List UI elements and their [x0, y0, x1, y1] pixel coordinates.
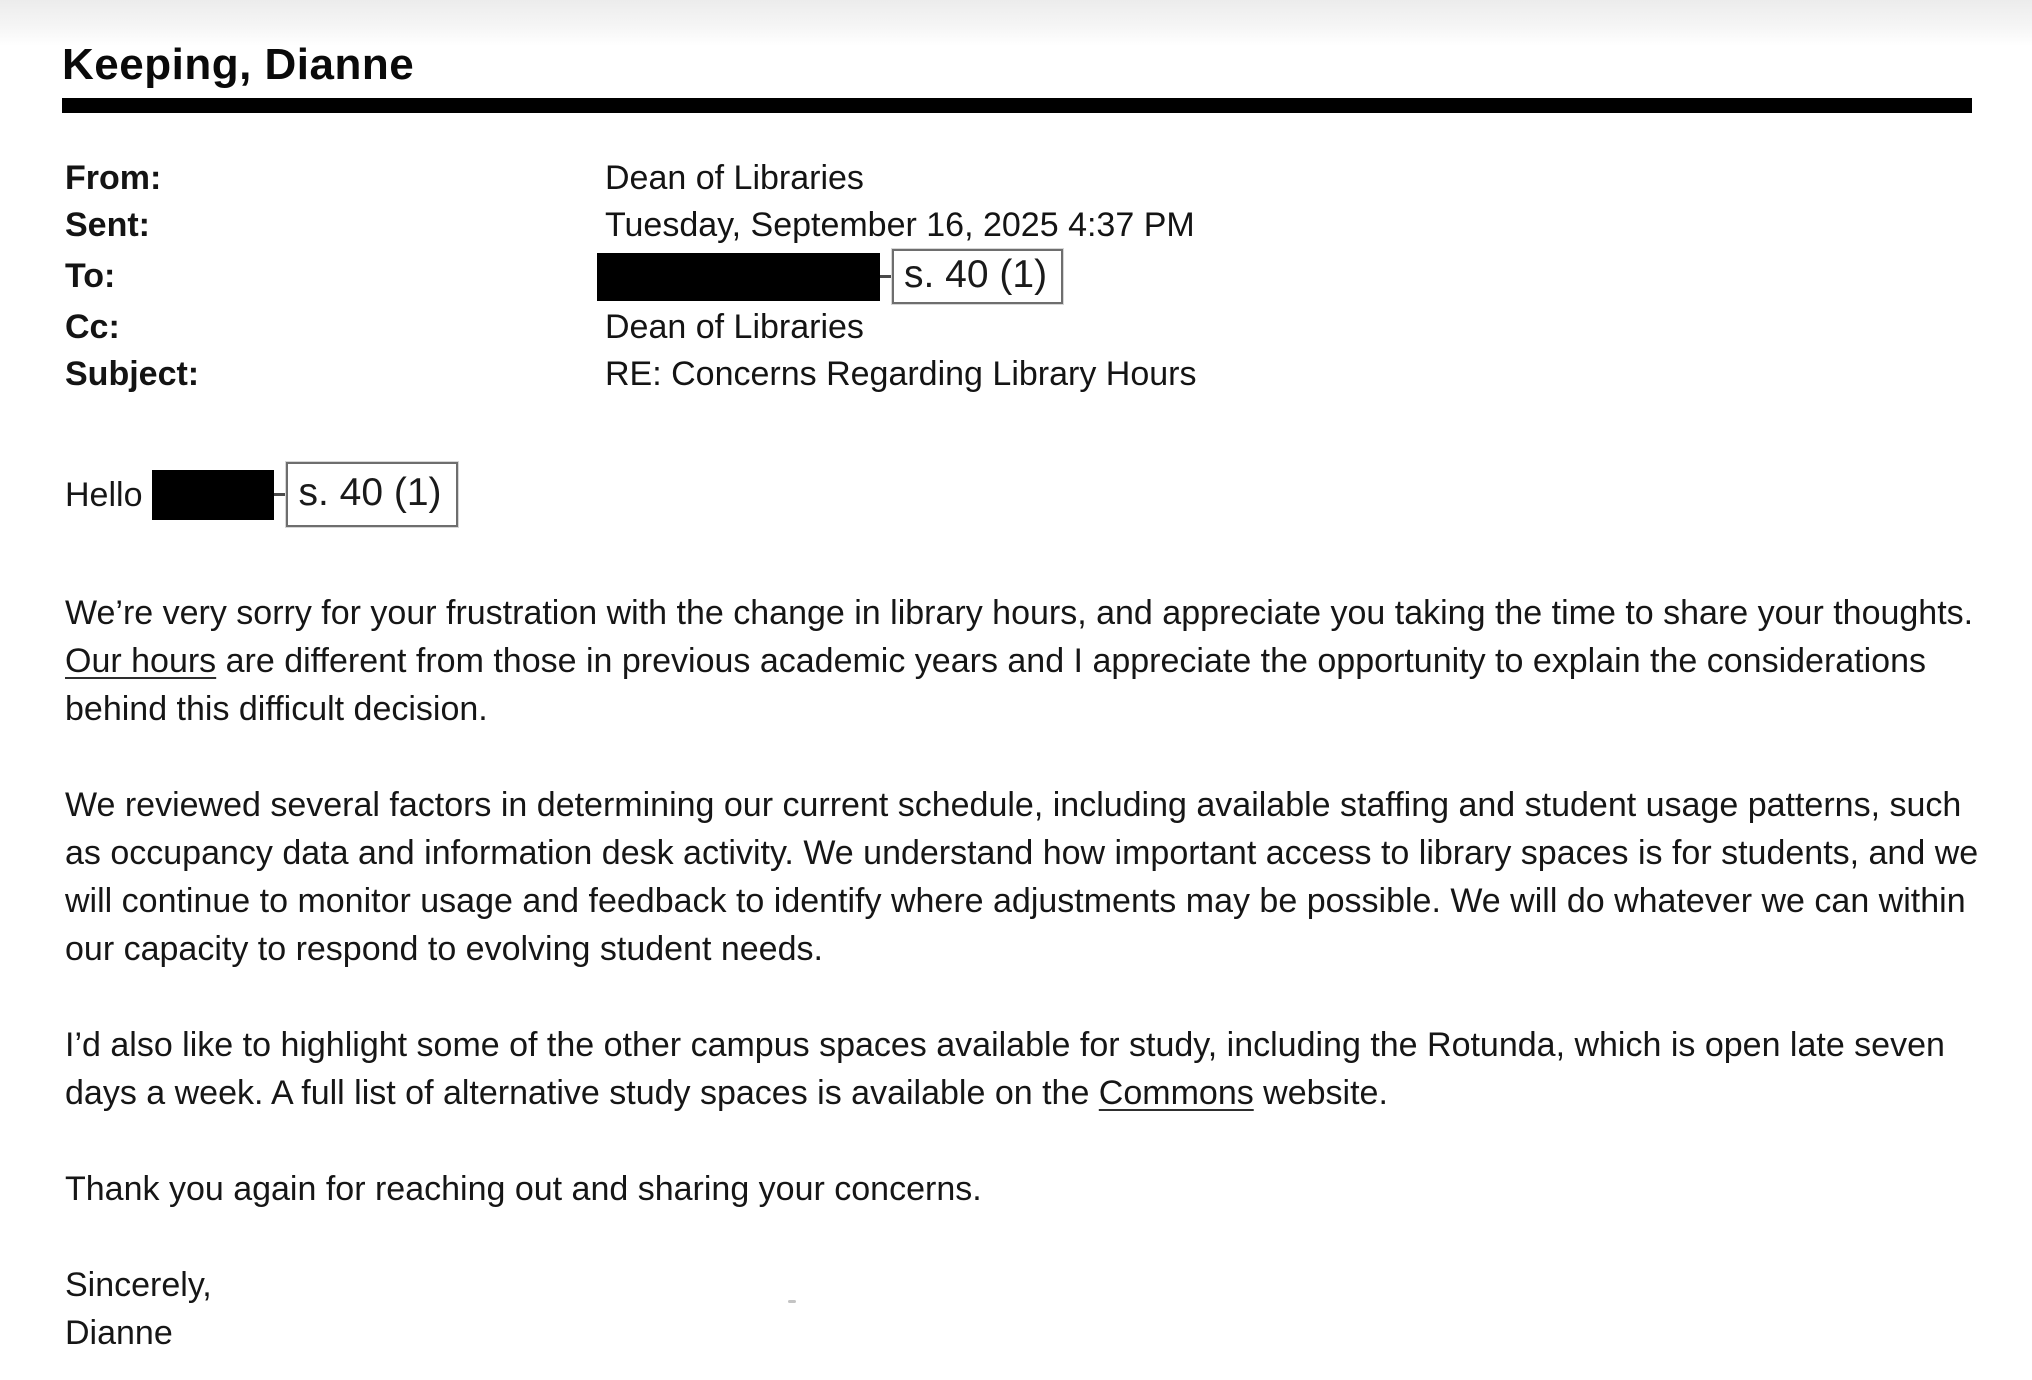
paragraph-factors: We reviewed several factors in determining our current schedule, including available staffing and student usage patterns, such as occupancy data and information desk activity. We understand how important access to library spaces is for students, and we will continue to monitor usage and feedback to identify where adjustments may be possible. We will do whatever we can within our capacity to respond to evolving student needs.	[65, 786, 1979, 968]
our-hours-link[interactable]: Our hours	[65, 642, 217, 680]
page-title: Keeping, Dianne	[62, 40, 415, 89]
sent-label: Sent:	[65, 206, 150, 244]
redaction-code-label: s. 40 (1)	[892, 249, 1063, 304]
paragraph-text: website.	[1253, 1074, 1388, 1112]
to-label: To:	[65, 257, 116, 295]
redaction-block	[152, 470, 274, 520]
to-value-redacted	[605, 249, 1063, 304]
paragraph-text: are different from those in previous academic years and I appreciate the opportunity to explain the considerations behind this difficult decision.	[65, 642, 1926, 728]
subject-label: Subject:	[65, 355, 200, 393]
redaction-connector-line	[880, 275, 892, 278]
paragraph-thanks: Thank you again for reaching out and sharing your concerns.	[65, 1170, 982, 1208]
signature-name: Dianne	[65, 1314, 173, 1352]
email-body	[65, 462, 1997, 1357]
to-row	[65, 249, 1992, 304]
paragraph-apology	[65, 589, 1997, 733]
redaction-block	[597, 253, 880, 301]
signature-block	[65, 1261, 1997, 1357]
paragraph-alternatives	[65, 1021, 1997, 1117]
redaction-connector-line	[274, 493, 286, 496]
signoff-line: Sincerely,	[65, 1266, 212, 1304]
cc-value: Dean of Libraries	[605, 308, 864, 346]
greeting-line	[65, 462, 1997, 527]
sent-row	[65, 202, 1992, 249]
commons-link[interactable]: Commons	[1098, 1074, 1254, 1112]
from-row	[65, 155, 1992, 202]
sent-value: Tuesday, September 16, 2025 4:37 PM	[605, 206, 1195, 244]
paragraph-text: I’d also like to highlight some of the other campus spaces available for study, including the Rotunda, which is open late seven days a week. A full list of alternative study spaces is available on the	[65, 1026, 1945, 1112]
subject-value: RE: Concerns Regarding Library Hours	[605, 355, 1197, 393]
subject-row	[65, 351, 1992, 398]
cc-label: Cc:	[65, 308, 120, 346]
email-header-block	[65, 155, 1992, 398]
from-value: Dean of Libraries	[605, 159, 864, 197]
greeting-text: Hello	[65, 475, 143, 514]
cc-row	[65, 304, 1992, 351]
scan-speck	[788, 1300, 796, 1303]
redaction-code-label: s. 40 (1)	[286, 462, 457, 527]
from-label: From:	[65, 159, 162, 197]
title-divider-rule	[62, 98, 1972, 113]
paragraph-text: We’re very sorry for your frustration with the change in library hours, and appreciate you taking the time to share your thoughts.	[65, 594, 1974, 632]
